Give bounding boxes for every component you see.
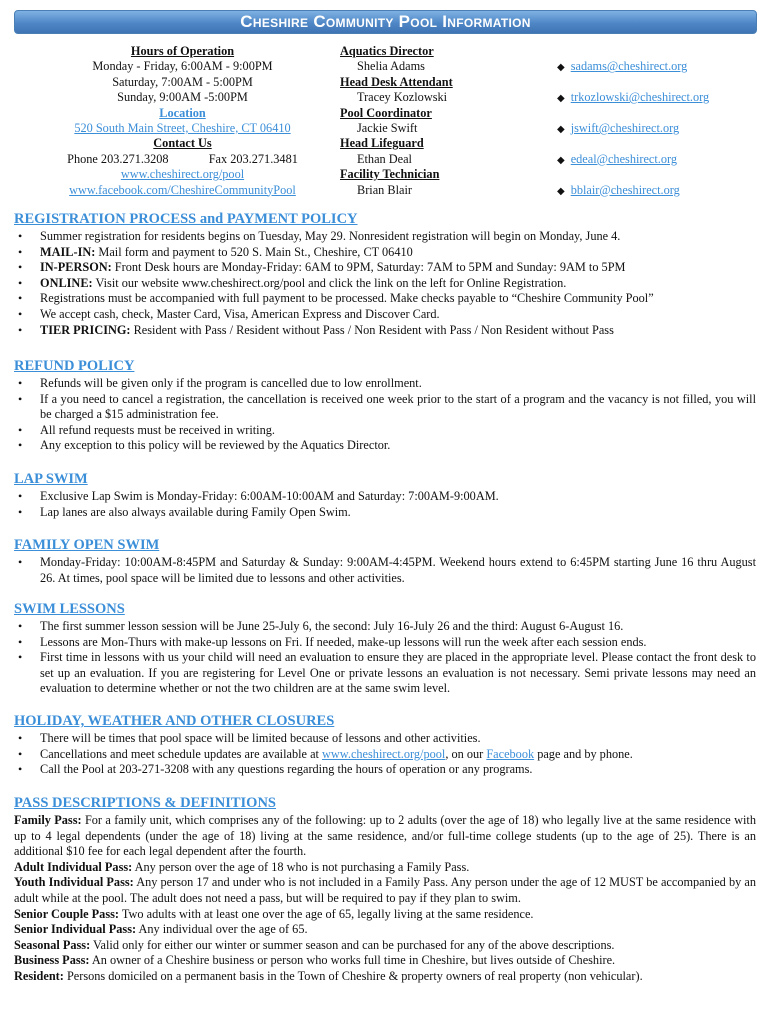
staff-name: Tracey Kozlowski bbox=[357, 90, 448, 105]
pass-definition bbox=[14, 969, 756, 985]
pass-definition bbox=[14, 875, 756, 906]
pass-definition bbox=[14, 813, 756, 860]
diamond-bullet-icon: ◆ bbox=[557, 62, 565, 74]
family-swim-heading: FAMILY OPEN SWIM bbox=[14, 537, 160, 553]
item-text: page and by phone. bbox=[534, 746, 633, 761]
list-item bbox=[14, 245, 756, 261]
list-item: • Call the Pool at 203-271-3208 with any questions regarding the hours of operation or any programs. bbox=[14, 762, 756, 778]
staff-role-head-desk-attendant: Head Desk Attendant bbox=[340, 74, 453, 89]
email-link[interactable]: sadams@cheshirect.org bbox=[570, 59, 688, 74]
list-item bbox=[14, 323, 756, 339]
swim-lessons-list bbox=[14, 619, 756, 697]
staff-role-head-lifeguard: Head Lifeguard bbox=[340, 136, 424, 151]
staff-role-facility-technician: Facility Technician bbox=[340, 167, 440, 182]
hours-weekday: Monday - Friday, 6:00AM - 9:00PM bbox=[92, 59, 273, 74]
email-row bbox=[557, 152, 757, 167]
staff-name: Brian Blair bbox=[357, 182, 412, 197]
pass-definition bbox=[14, 860, 756, 876]
facebook-link[interactable]: www.facebook.com/CheshireCommunityPool bbox=[69, 182, 296, 197]
pass-definition bbox=[14, 907, 756, 923]
pass-text: An owner of a Cheshire business or person who works full time in Cheshire, but lives outside of Cheshire. bbox=[89, 953, 616, 968]
email-row bbox=[557, 59, 757, 74]
pass-definitions-section bbox=[14, 794, 756, 985]
pass-term: Family Pass: bbox=[14, 813, 82, 827]
closures-list bbox=[14, 731, 756, 778]
diamond-bullet-icon: ◆ bbox=[557, 123, 565, 135]
pass-text: Any individual over the age of 65. bbox=[136, 922, 308, 937]
staff-emails bbox=[557, 59, 757, 213]
diamond-bullet-icon: ◆ bbox=[557, 185, 565, 197]
list-item bbox=[14, 747, 756, 763]
pass-text: Any person over the age of 18 who is not purchasing a Family Pass. bbox=[132, 859, 470, 874]
list-item: • If a you need to cancel a registration, the cancellation is received one week prior to the start of a program and the vacancy is not filled, you will be charged a $15 administration fee. bbox=[14, 392, 756, 423]
hours-saturday: Saturday, 7:00AM - 5:00PM bbox=[112, 74, 253, 89]
family-swim-section bbox=[14, 536, 756, 586]
pass-term: Resident: bbox=[14, 968, 64, 983]
pass-term: Senior Couple Pass: bbox=[14, 906, 119, 921]
list-item: • Any exception to this policy will be reviewed by the Aquatics Director. bbox=[14, 438, 756, 454]
staff-directory bbox=[340, 44, 540, 198]
refund-list bbox=[14, 376, 756, 454]
title-banner bbox=[14, 10, 757, 34]
website-link[interactable]: www.cheshirect.org/pool bbox=[120, 167, 245, 182]
item-text: Visit our website www.cheshirect.org/pool and click the link on the left for Online Registration. bbox=[92, 275, 567, 290]
page-title: Cheshire Community Pool Information bbox=[240, 12, 531, 31]
refund-heading: REFUND POLICY bbox=[14, 358, 135, 374]
pass-definitions-heading: PASS DESCRIPTIONS & DEFINITIONS bbox=[14, 795, 276, 811]
staff-name: Shelia Adams bbox=[357, 59, 425, 74]
phone-number: Phone 203.271.3208 bbox=[67, 151, 169, 166]
pass-definition bbox=[14, 938, 756, 954]
item-text: Mail form and payment to 520 S. Main St., Cheshire, CT 06410 bbox=[95, 244, 413, 259]
fax-number: Fax 203.271.3481 bbox=[208, 151, 298, 166]
registration-heading: REGISTRATION PROCESS and PAYMENT POLICY bbox=[14, 211, 358, 227]
list-item: • First time in lessons with us your child will need an evaluation to ensure they are placed in the appropriate level. Please contact the front desk to set up an evaluation. If you are registering for Level One or private lessons an evaluation is not necessary. Semi private lessons may need an evaluation to determine whether or not the two children are at the same swim level. bbox=[14, 650, 756, 697]
email-link[interactable]: bblair@cheshirect.org bbox=[570, 182, 680, 197]
diamond-bullet-icon: ◆ bbox=[557, 154, 565, 166]
registration-section bbox=[14, 210, 756, 338]
staff-name: Ethan Deal bbox=[357, 151, 412, 166]
email-link[interactable]: edeal@cheshirect.org bbox=[570, 151, 678, 166]
list-item: • Lessons are Mon-Thurs with make-up lessons on Fri. If needed, make-up lessons will run the week after each session ends. bbox=[14, 635, 756, 651]
lap-swim-list bbox=[14, 489, 756, 520]
location-heading[interactable]: Location bbox=[159, 105, 206, 120]
list-item: • All refund requests must be received in writing. bbox=[14, 423, 756, 439]
email-link[interactable]: jswift@cheshirect.org bbox=[570, 120, 680, 135]
list-item bbox=[14, 276, 756, 292]
list-item bbox=[14, 260, 756, 276]
pass-term: Youth Individual Pass: bbox=[14, 875, 134, 890]
item-text: Resident with Pass / Resident without Pass / Non Resident with Pass / Non Resident without Pass bbox=[130, 322, 614, 337]
email-link[interactable]: trkozlowski@cheshirect.org bbox=[570, 90, 710, 105]
closures-heading: HOLIDAY, WEATHER AND OTHER CLOSURES bbox=[14, 713, 335, 729]
list-item: • There will be times that pool space will be limited because of lessons and other activities. bbox=[14, 731, 756, 747]
staff-role-pool-coordinator: Pool Coordinator bbox=[340, 105, 432, 120]
list-item: • Registrations must be accompanied with full payment to be processed. Make checks payable to “Cheshire Community Pool” bbox=[14, 291, 756, 307]
diamond-bullet-icon: ◆ bbox=[557, 93, 565, 105]
staff-name: Jackie Swift bbox=[357, 120, 418, 135]
hours-heading: Hours of Operation bbox=[130, 44, 235, 58]
pass-term: Senior Individual Pass: bbox=[14, 922, 137, 937]
pass-text: Any person 17 and under who is not included in a Family Pass. Any person under the age of 12 MUST be accompanied by an adult while at the pool. The adult does not need a pass, but will be required to pay if they plan to swim. bbox=[14, 875, 756, 905]
family-swim-list bbox=[14, 555, 756, 586]
contact-heading: Contact Us bbox=[153, 136, 212, 151]
item-label: IN-PERSON: bbox=[40, 260, 112, 275]
email-row bbox=[557, 90, 757, 105]
item-label: TIER PRICING: bbox=[40, 322, 131, 337]
pass-definition bbox=[14, 922, 756, 938]
hours-location-contact bbox=[40, 44, 325, 198]
list-item: • Summer registration for residents begins on Tuesday, May 29. Nonresident registration will begin on Monday, June 4. bbox=[14, 229, 756, 245]
lap-swim-section bbox=[14, 470, 756, 520]
email-row bbox=[557, 183, 757, 198]
item-text: , on our bbox=[445, 746, 487, 761]
phone-fax-row bbox=[40, 152, 325, 167]
swim-lessons-section bbox=[14, 600, 756, 697]
list-item: • The first summer lesson session will be June 25-July 6, the second: July 16-July 26 and the third: August 6-August 16. bbox=[14, 619, 756, 635]
item-text: Front Desk hours are Monday-Friday: 6AM to 9PM, Saturday: 7AM to 5PM and Sunday: 9AM to 5PM bbox=[111, 260, 626, 275]
pass-text: Persons domiciled on a permanent basis in the Town of Cheshire & property owners of real property (non vehicular). bbox=[63, 968, 643, 983]
refund-section bbox=[14, 357, 756, 454]
registration-list bbox=[14, 229, 756, 338]
pass-term: Adult Individual Pass: bbox=[14, 859, 133, 874]
pass-text: Two adults with at least one over the age of 65, legally living at the same residence. bbox=[119, 906, 534, 921]
list-item: • Refunds will be given only if the program is cancelled due to low enrollment. bbox=[14, 376, 756, 392]
item-label: MAIL-IN: bbox=[40, 244, 96, 259]
facebook-page-link[interactable]: Facebook bbox=[486, 746, 535, 761]
hours-sunday: Sunday, 9:00AM -5:00PM bbox=[117, 90, 248, 105]
pass-definition bbox=[14, 953, 756, 969]
address-link[interactable]: 520 South Main Street, Cheshire, CT 06410 bbox=[74, 120, 291, 135]
list-item: • Lap lanes are also always available during Family Open Swim. bbox=[14, 505, 756, 521]
item-text: Cancellations and meet schedule updates are available at bbox=[40, 746, 323, 761]
pass-text: Valid only for either our winter or summer season and can be purchased for any of the above descriptions. bbox=[90, 937, 615, 952]
staff-role-aquatics-director: Aquatics Director bbox=[340, 44, 434, 58]
email-row bbox=[557, 121, 757, 136]
pass-text: For a family unit, which comprises any of the following: up to 2 adults (over the age of 18) who legally live at the same residence with up to 4 legal dependents (under the age of 18) living at the same residence, and/or full-time college students (up to the age of 25). There is an additional $10 fee for each legal dependent after the fourth. bbox=[14, 813, 756, 859]
list-item: • Exclusive Lap Swim is Monday-Friday: 6:00AM-10:00AM and Saturday: 7:00AM-9:00AM. bbox=[14, 489, 756, 505]
lap-swim-heading: LAP SWIM bbox=[14, 471, 88, 487]
list-item: • Monday-Friday: 10:00AM-8:45PM and Saturday & Sunday: 9:00AM-4:45PM. Weekend hours extend to 6:45PM starting June 16 thru August 26. At times, pool space will be limited due to lessons and other activities. bbox=[14, 555, 756, 586]
closures-section bbox=[14, 712, 756, 778]
swim-lessons-heading: SWIM LESSONS bbox=[14, 601, 125, 617]
item-label: ONLINE: bbox=[40, 275, 93, 290]
pass-term: Business Pass: bbox=[14, 953, 90, 968]
list-item: • We accept cash, check, Master Card, Visa, American Express and Discover Card. bbox=[14, 307, 756, 323]
pool-website-link[interactable]: www.cheshirect.org/pool bbox=[322, 746, 446, 761]
pass-term: Seasonal Pass: bbox=[14, 937, 91, 952]
